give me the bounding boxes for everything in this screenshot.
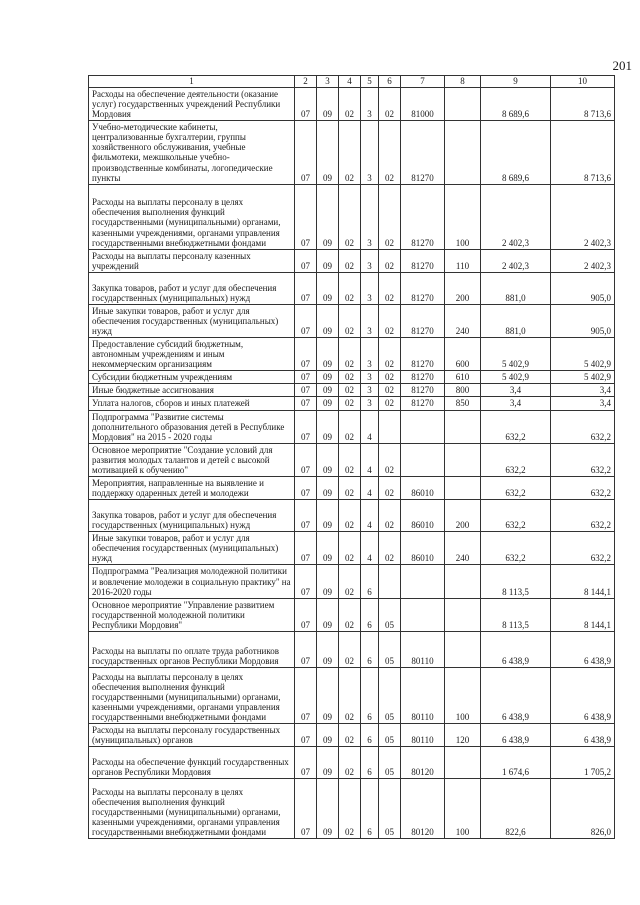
subprogram-code: 3 <box>361 249 379 272</box>
table-row <box>89 338 615 371</box>
expense-type-code <box>445 477 481 500</box>
subsection-code: 09 <box>317 631 339 667</box>
subprogram-code: 3 <box>361 184 379 249</box>
program-code: 02 <box>339 667 361 723</box>
expense-type-code: 240 <box>445 304 481 337</box>
activity-code: 05 <box>379 747 401 779</box>
table-row <box>89 384 615 397</box>
subprogram-code: 6 <box>361 565 379 598</box>
expense-type-code <box>445 88 481 121</box>
section-code: 07 <box>295 410 317 443</box>
amount-year-1: 6 438,9 <box>481 667 551 723</box>
section-code: 07 <box>295 631 317 667</box>
direction-code: 80120 <box>401 747 445 779</box>
amount-year-2: 905,0 <box>551 304 615 337</box>
column-header: 5 <box>361 76 379 88</box>
subprogram-code: 3 <box>361 371 379 384</box>
program-code: 02 <box>339 88 361 121</box>
activity-code <box>379 410 401 443</box>
direction-code: 81270 <box>401 338 445 371</box>
subprogram-code: 6 <box>361 667 379 723</box>
direction-code: 81270 <box>401 371 445 384</box>
table-row <box>89 88 615 121</box>
subprogram-code: 4 <box>361 443 379 476</box>
program-code: 02 <box>339 384 361 397</box>
section-code: 07 <box>295 88 317 121</box>
row-name: Расходы на выплаты персоналу государственных (муниципальных) органов <box>89 723 295 746</box>
amount-year-1: 8 689,6 <box>481 88 551 121</box>
subsection-code: 09 <box>317 272 339 304</box>
activity-code: 02 <box>379 304 401 337</box>
amount-year-2: 826,0 <box>551 779 615 839</box>
program-code: 02 <box>339 184 361 249</box>
column-header: 10 <box>551 76 615 88</box>
amount-year-2: 632,2 <box>551 532 615 565</box>
activity-code: 02 <box>379 338 401 371</box>
amount-year-1: 6 438,9 <box>481 723 551 746</box>
activity-code: 05 <box>379 667 401 723</box>
direction-code: 81270 <box>401 272 445 304</box>
activity-code: 05 <box>379 598 401 631</box>
row-name: Закупка товаров, работ и услуг для обеспечения государственных (муниципальных) нужд <box>89 500 295 532</box>
row-name: Иные закупки товаров, работ и услуг для обеспечения государственных (муниципальных) нужд <box>89 304 295 337</box>
table-row <box>89 477 615 500</box>
column-header: 6 <box>379 76 401 88</box>
section-code: 07 <box>295 723 317 746</box>
subprogram-code: 3 <box>361 88 379 121</box>
amount-year-2: 8 713,6 <box>551 121 615 184</box>
subsection-code: 09 <box>317 500 339 532</box>
subsection-code: 09 <box>317 371 339 384</box>
program-code: 02 <box>339 410 361 443</box>
program-code: 02 <box>339 500 361 532</box>
subsection-code: 09 <box>317 410 339 443</box>
program-code: 02 <box>339 598 361 631</box>
subsection-code: 09 <box>317 723 339 746</box>
expense-type-code <box>445 598 481 631</box>
program-code: 02 <box>339 565 361 598</box>
subsection-code: 09 <box>317 779 339 839</box>
amount-year-2: 1 705,2 <box>551 747 615 779</box>
program-code: 02 <box>339 779 361 839</box>
amount-year-1: 632,2 <box>481 477 551 500</box>
table-row <box>89 304 615 337</box>
section-code: 07 <box>295 384 317 397</box>
program-code: 02 <box>339 477 361 500</box>
table-header-row <box>89 76 615 88</box>
table-row <box>89 184 615 249</box>
expense-type-code: 240 <box>445 532 481 565</box>
row-name: Подпрограмма "Развитие системы дополнительного образования детей в Республике Мордовия" на 2015 - 2020 годы <box>89 410 295 443</box>
table-row <box>89 565 615 598</box>
amount-year-2: 905,0 <box>551 272 615 304</box>
subprogram-code: 3 <box>361 272 379 304</box>
expense-type-code: 120 <box>445 723 481 746</box>
row-name: Расходы на выплаты по оплате труда работников государственных органов Республики Мордовия <box>89 631 295 667</box>
subprogram-code: 3 <box>361 384 379 397</box>
table-row <box>89 371 615 384</box>
program-code: 02 <box>339 272 361 304</box>
amount-year-2: 8 144,1 <box>551 565 615 598</box>
table-row <box>89 631 615 667</box>
program-code: 02 <box>339 631 361 667</box>
table-row <box>89 500 615 532</box>
program-code: 02 <box>339 532 361 565</box>
expense-type-code: 200 <box>445 500 481 532</box>
row-name: Мероприятия, направленные на выявление и поддержку одаренных детей и молодежи <box>89 477 295 500</box>
row-name: Расходы на выплаты персоналу в целях обеспечения выполнения функций государственными (муниципальными) органами, казенными учреждениями, органами управления государственными внебюджетными фондами <box>89 779 295 839</box>
expense-type-code <box>445 410 481 443</box>
direction-code <box>401 410 445 443</box>
direction-code: 81270 <box>401 121 445 184</box>
direction-code: 81270 <box>401 184 445 249</box>
amount-year-1: 2 402,3 <box>481 249 551 272</box>
column-header: 8 <box>445 76 481 88</box>
subprogram-code: 6 <box>361 723 379 746</box>
amount-year-1: 5 402,9 <box>481 371 551 384</box>
activity-code: 02 <box>379 532 401 565</box>
subsection-code: 09 <box>317 667 339 723</box>
row-name: Расходы на выплаты персоналу в целях обеспечения выполнения функций государственными (муниципальными) органами, казенными учреждениями, органами управления государственными внебюджетными фондами <box>89 184 295 249</box>
amount-year-2: 2 402,3 <box>551 249 615 272</box>
expense-type-code <box>445 747 481 779</box>
subsection-code: 09 <box>317 88 339 121</box>
table-row <box>89 667 615 723</box>
table-row <box>89 532 615 565</box>
amount-year-2: 6 438,9 <box>551 723 615 746</box>
expense-type-code: 100 <box>445 184 481 249</box>
direction-code <box>401 598 445 631</box>
table-row <box>89 723 615 746</box>
direction-code: 81000 <box>401 88 445 121</box>
direction-code: 80110 <box>401 631 445 667</box>
subsection-code: 09 <box>317 249 339 272</box>
column-header: 3 <box>317 76 339 88</box>
subsection-code: 09 <box>317 384 339 397</box>
amount-year-1: 632,2 <box>481 443 551 476</box>
expense-type-code: 200 <box>445 272 481 304</box>
direction-code: 86010 <box>401 500 445 532</box>
amount-year-1: 2 402,3 <box>481 184 551 249</box>
section-code: 07 <box>295 477 317 500</box>
budget-table <box>88 75 615 839</box>
program-code: 02 <box>339 338 361 371</box>
direction-code: 86010 <box>401 532 445 565</box>
amount-year-1: 632,2 <box>481 500 551 532</box>
section-code: 07 <box>295 532 317 565</box>
row-name: Расходы на обеспечение деятельности (оказание услуг) государственных учреждений Республики Мордовия <box>89 88 295 121</box>
direction-code: 86010 <box>401 477 445 500</box>
row-name: Предоставление субсидий бюджетным, автономным учреждениям и иным некоммерческим организациям <box>89 338 295 371</box>
table-row <box>89 410 615 443</box>
row-name: Иные бюджетные ассигнования <box>89 384 295 397</box>
direction-code <box>401 565 445 598</box>
table-row <box>89 249 615 272</box>
section-code: 07 <box>295 565 317 598</box>
subsection-code: 09 <box>317 184 339 249</box>
activity-code <box>379 565 401 598</box>
expense-type-code <box>445 631 481 667</box>
amount-year-1: 8 113,5 <box>481 565 551 598</box>
row-name: Подпрограмма "Реализация молодежной политики и вовлечение молодежи в социальную практику" на 2016-2020 годы <box>89 565 295 598</box>
row-name: Основное мероприятие "Управление развитием государственной молодежной политики Республики Мордовия" <box>89 598 295 631</box>
activity-code: 02 <box>379 272 401 304</box>
expense-type-code: 610 <box>445 371 481 384</box>
row-name: Расходы на обеспечение функций государственных органов Республики Мордовия <box>89 747 295 779</box>
expense-type-code: 800 <box>445 384 481 397</box>
row-name: Расходы на выплаты персоналу в целях обеспечения выполнения функций государственными (муниципальными) органами, казенными учреждениями, органами управления государственными внебюджетными фондами <box>89 667 295 723</box>
column-header: 1 <box>89 76 295 88</box>
amount-year-1: 881,0 <box>481 272 551 304</box>
direction-code: 81270 <box>401 249 445 272</box>
expense-type-code: 600 <box>445 338 481 371</box>
expense-type-code <box>445 443 481 476</box>
activity-code: 05 <box>379 723 401 746</box>
expense-type-code: 100 <box>445 667 481 723</box>
activity-code: 02 <box>379 500 401 532</box>
direction-code: 80110 <box>401 667 445 723</box>
row-name: Субсидии бюджетным учреждениям <box>89 371 295 384</box>
amount-year-1: 5 402,9 <box>481 338 551 371</box>
program-code: 02 <box>339 443 361 476</box>
row-name: Основное мероприятие "Создание условий для развития молодых талантов и детей с высокой мотивацией к обучению" <box>89 443 295 476</box>
section-code: 07 <box>295 304 317 337</box>
activity-code: 02 <box>379 397 401 410</box>
program-code: 02 <box>339 304 361 337</box>
amount-year-2: 3,4 <box>551 397 615 410</box>
expense-type-code: 110 <box>445 249 481 272</box>
activity-code: 02 <box>379 184 401 249</box>
amount-year-1: 8 689,6 <box>481 121 551 184</box>
program-code: 02 <box>339 249 361 272</box>
section-code: 07 <box>295 249 317 272</box>
amount-year-1: 6 438,9 <box>481 631 551 667</box>
direction-code: 80110 <box>401 723 445 746</box>
table-row <box>89 121 615 184</box>
section-code: 07 <box>295 667 317 723</box>
subsection-code: 09 <box>317 565 339 598</box>
activity-code: 02 <box>379 371 401 384</box>
expense-type-code <box>445 121 481 184</box>
subsection-code: 09 <box>317 532 339 565</box>
subprogram-code: 3 <box>361 338 379 371</box>
amount-year-1: 8 113,5 <box>481 598 551 631</box>
row-name: Уплата налогов, сборов и иных платежей <box>89 397 295 410</box>
program-code: 02 <box>339 121 361 184</box>
expense-type-code: 850 <box>445 397 481 410</box>
row-name: Расходы на выплаты персоналу казенных учреждений <box>89 249 295 272</box>
activity-code: 05 <box>379 779 401 839</box>
amount-year-2: 5 402,9 <box>551 371 615 384</box>
expense-type-code <box>445 565 481 598</box>
activity-code: 02 <box>379 88 401 121</box>
activity-code: 05 <box>379 631 401 667</box>
amount-year-2: 8 144,1 <box>551 598 615 631</box>
subprogram-code: 6 <box>361 598 379 631</box>
table-row <box>89 747 615 779</box>
subprogram-code: 4 <box>361 410 379 443</box>
subprogram-code: 6 <box>361 779 379 839</box>
amount-year-2: 6 438,9 <box>551 667 615 723</box>
subsection-code: 09 <box>317 598 339 631</box>
amount-year-2: 5 402,9 <box>551 338 615 371</box>
amount-year-1: 632,2 <box>481 532 551 565</box>
subsection-code: 09 <box>317 121 339 184</box>
direction-code: 81270 <box>401 304 445 337</box>
amount-year-1: 822,6 <box>481 779 551 839</box>
amount-year-1: 632,2 <box>481 410 551 443</box>
section-code: 07 <box>295 500 317 532</box>
column-header: 7 <box>401 76 445 88</box>
amount-year-2: 632,2 <box>551 410 615 443</box>
direction-code: 80120 <box>401 779 445 839</box>
activity-code: 02 <box>379 443 401 476</box>
column-header: 4 <box>339 76 361 88</box>
table-row <box>89 779 615 839</box>
activity-code: 02 <box>379 249 401 272</box>
section-code: 07 <box>295 371 317 384</box>
section-code: 07 <box>295 338 317 371</box>
activity-code: 02 <box>379 384 401 397</box>
subprogram-code: 6 <box>361 631 379 667</box>
section-code: 07 <box>295 184 317 249</box>
column-header: 2 <box>295 76 317 88</box>
subsection-code: 09 <box>317 443 339 476</box>
row-name: Учебно-методические кабинеты, централизованные бухгалтерии, группы хозяйственного обслуживания, учебные фильмотеки, межшкольные учебно-производственные комбинаты, логопедические пункты <box>89 121 295 184</box>
amount-year-2: 632,2 <box>551 443 615 476</box>
direction-code: 81270 <box>401 384 445 397</box>
amount-year-1: 1 674,6 <box>481 747 551 779</box>
table-row <box>89 272 615 304</box>
direction-code: 81270 <box>401 397 445 410</box>
amount-year-2: 2 402,3 <box>551 184 615 249</box>
subsection-code: 09 <box>317 304 339 337</box>
subsection-code: 09 <box>317 477 339 500</box>
subprogram-code: 3 <box>361 397 379 410</box>
activity-code: 02 <box>379 477 401 500</box>
amount-year-1: 881,0 <box>481 304 551 337</box>
subprogram-code: 3 <box>361 304 379 337</box>
section-code: 07 <box>295 443 317 476</box>
subsection-code: 09 <box>317 338 339 371</box>
program-code: 02 <box>339 747 361 779</box>
amount-year-2: 632,2 <box>551 500 615 532</box>
amount-year-2: 632,2 <box>551 477 615 500</box>
amount-year-2: 8 713,6 <box>551 88 615 121</box>
program-code: 02 <box>339 723 361 746</box>
table-row <box>89 598 615 631</box>
expense-type-code: 100 <box>445 779 481 839</box>
section-code: 07 <box>295 779 317 839</box>
subprogram-code: 3 <box>361 121 379 184</box>
program-code: 02 <box>339 397 361 410</box>
subsection-code: 09 <box>317 747 339 779</box>
section-code: 07 <box>295 598 317 631</box>
table-row <box>89 443 615 476</box>
direction-code <box>401 443 445 476</box>
program-code: 02 <box>339 371 361 384</box>
amount-year-2: 6 438,9 <box>551 631 615 667</box>
activity-code: 02 <box>379 121 401 184</box>
subprogram-code: 4 <box>361 477 379 500</box>
row-name: Иные закупки товаров, работ и услуг для обеспечения государственных (муниципальных) нужд <box>89 532 295 565</box>
section-code: 07 <box>295 397 317 410</box>
column-header: 9 <box>481 76 551 88</box>
table-row <box>89 397 615 410</box>
subprogram-code: 4 <box>361 532 379 565</box>
section-code: 07 <box>295 121 317 184</box>
subprogram-code: 6 <box>361 747 379 779</box>
row-name: Закупка товаров, работ и услуг для обеспечения государственных (муниципальных) нужд <box>89 272 295 304</box>
section-code: 07 <box>295 272 317 304</box>
amount-year-1: 3,4 <box>481 397 551 410</box>
amount-year-1: 3,4 <box>481 384 551 397</box>
page-number: 201 <box>612 58 632 73</box>
section-code: 07 <box>295 747 317 779</box>
subsection-code: 09 <box>317 397 339 410</box>
subprogram-code: 4 <box>361 500 379 532</box>
amount-year-2: 3,4 <box>551 384 615 397</box>
